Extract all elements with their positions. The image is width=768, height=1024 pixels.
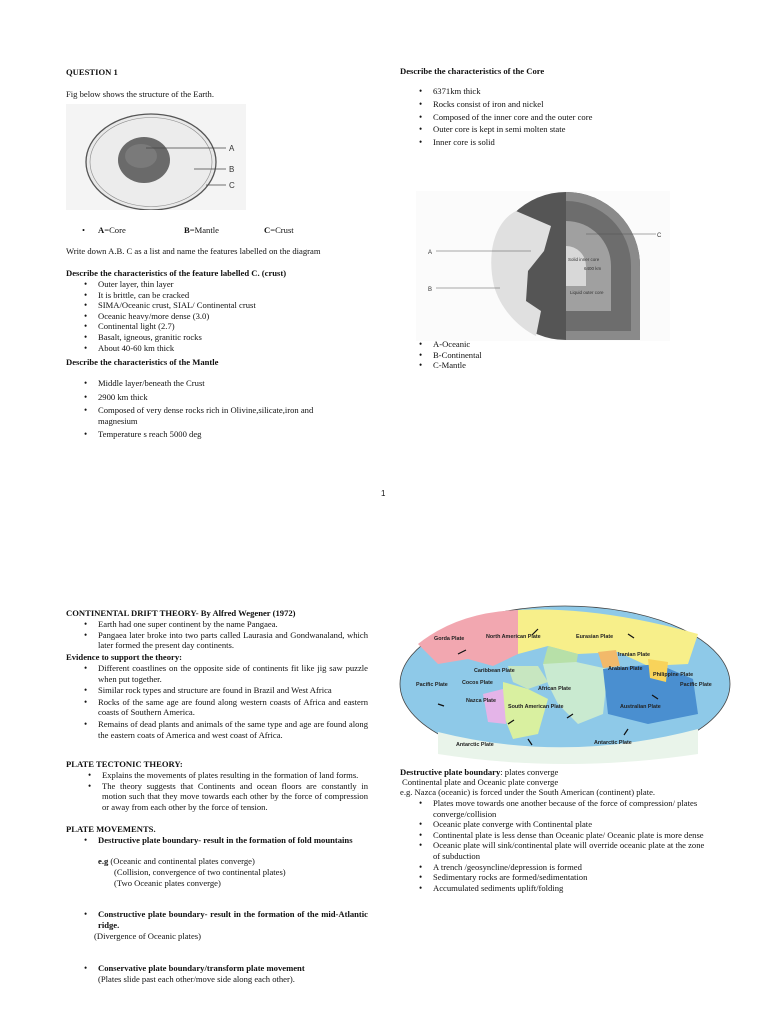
list-item: • Earth had one super continent by the name Pangaea. [82,619,368,630]
list-item: • Oceanic plate converge with Continental plate [417,819,709,830]
plate-tectonic-heading: PLATE TECTONIC THEORY: [66,759,183,769]
right-heading: Destructive plate boundary: plates converge [400,767,559,777]
map-label-antarctic-left: Antarctic Plate [456,742,494,748]
list-item: • Composed of the inner core and the outer core [417,112,677,123]
map-label-gorda: Gorda Plate [434,636,465,642]
globe-label-a: A [428,250,433,256]
list-item: • Pangaea later broke into two parts called Laurasia and Gondwanaland, which later formed the present day continents. [82,630,368,651]
core-list [417,86,677,148]
list-item: • SIMA/Oceanic crust, SIAL/ Continental crust [82,300,362,311]
outer-core-label: Liquid outer core [570,290,604,295]
destructive-label: Destructive plate boundary- result in the formation of fold mountains [98,835,353,845]
collision-line: (Collision, convergence of two continental plates) [114,867,286,877]
write-down-instruction: Write down A.B. C as a list and name the features labelled on the diagram [66,246,321,256]
list-item: • The theory suggests that Continents and ocean floors are constantly in motion such that they move towards each other by the force of compression or away from each other by the force of tension. [86,781,368,813]
list-item: • Inner core is solid [417,137,677,148]
crust-list [82,279,362,353]
plate-movements-heading: PLATE MOVEMENTS. [66,824,156,834]
map-label-north-american: North American Plate [486,634,541,640]
list-item: • Composed of very dense rocks rich in Olivine,silicate,iron and magnesium [82,405,342,426]
right-subheading-1: Continental plate and Oceanic plate converge [402,777,559,787]
page-number: 1 [381,489,386,498]
convergence-list [417,798,709,893]
list-item: • C-Mantle [417,360,617,371]
list-item: • Outer core is kept in semi molten state [417,124,677,135]
list-item: • A-Oceanic [417,339,617,350]
question-title: QUESTION 1 [66,67,118,77]
map-label-nazca: Nazca Plate [466,698,496,704]
drift-list [82,619,368,651]
map-label-arabian: Arabian Plate [608,666,643,672]
list-item: • B-Continental [417,350,617,361]
list-item: • Remains of dead plants and animals of the same type and age are found along the eastern coats of America and west coast of Africa. [82,719,368,740]
list-item: • 2900 km thick [82,392,342,403]
globe-list [417,339,617,371]
figure-caption: Fig below shows the structure of the Earth. [66,89,214,99]
earth-cutaway-globe [416,191,670,341]
map-label-caribbean: Caribbean Plate [474,668,515,674]
mantle-list [82,378,342,440]
constructive-label: Constructive plate boundary- result in the formation of the mid-Atlantic ridge. [98,909,368,930]
list-item: • Continental plate is less dense than Oceanic plate/ Oceanic plate is more dense [417,830,709,841]
destructive-item [82,835,368,846]
earth-structure-diagram [66,104,246,210]
list-item: • Oceanic plate will sink/continental plate will override oceanic plate at the zone of subduction [417,840,709,861]
list-item: • Oceanic heavy/more dense (3.0) [82,311,362,322]
divergence-line: (Divergence of Oceanic plates) [94,931,201,941]
inner-core-label: Solid inner core [568,257,600,262]
evidence-list [82,663,368,740]
two-oceanic-line: (Two Oceanic plates converge) [114,878,221,888]
list-item: • Explains the movements of plates resulting in the formation of land forms. [86,770,368,781]
right-subheading-2: e.g. Nazca (oceanic) is forced under the South American (continent) plate. [400,787,656,797]
evidence-heading: Evidence to support the theory: [66,652,183,662]
list-item: • Rocks of the same age are found along western coasts of Africa and eastern coasts of Southern America. [82,697,368,718]
mantle-heading: Describe the characteristics of the Mantle [66,357,219,367]
list-item: • Basalt, igneous, granitic rocks [82,332,362,343]
globe-label-c: C [657,233,662,239]
list-item: • Continental light (2.7) [82,321,362,332]
map-label-african: African Plate [538,686,571,692]
diagram-label-c: C [229,181,235,190]
core-heading: Describe the characteristics of the Core [400,66,545,76]
map-label-pacific-left: Pacific Plate [416,682,448,688]
map-label-eurasian: Eurasian Plate [576,634,614,640]
map-label-iranian: Iranian Plate [618,652,651,658]
list-item: • About 40-60 km thick [82,343,362,354]
map-label-philippine: Philippine Plate [653,672,694,678]
list-item: • Rocks consist of iron and nickel [417,99,677,110]
constructive-item [82,909,368,930]
depth-label: 6400 km [584,266,602,271]
list-item: • A trench /geosyncline/depression is formed [417,862,709,873]
list-item: • It is brittle, can be cracked [82,290,362,301]
drift-heading: CONTINENTAL DRIFT THEORY- By Alfred Wegener (1972) [66,608,296,618]
list-item: • Sedimentary rocks are formed/sedimentation [417,872,709,883]
list-item: • Accumulated sediments uplift/folding [417,883,709,894]
list-item: • 6371km thick [417,86,677,97]
conservative-label: Conservative plate boundary/transform plate movement [98,963,305,973]
conservative-desc: (Plates slide past each other/move side along each other). [98,974,295,984]
list-item: • Plates move towards one another because of the force of compression/ plates converge/collision [417,798,709,819]
map-label-south-american: South American Plate [508,704,564,710]
crust-heading: Describe the characteristics of the feature labelled C. (crust) [66,268,287,278]
list-item: • Middle layer/beneath the Crust [82,378,342,389]
list-item: • Similar rock types and structure are found in Brazil and West Africa [82,685,368,696]
list-item: • Different coastlines on the opposite side of continents fit like jig saw puzzle when put together. [82,663,368,684]
eg-line: e.g (Oceanic and continental plates converge) [98,856,255,866]
map-label-cocos: Cocos Plate [462,680,493,686]
list-item: • Temperature s reach 5000 deg [82,429,342,440]
diagram-label-b: B [229,165,235,174]
diagram-label-a: A [229,144,235,153]
map-label-antarctic-right: Antarctic Plate [594,740,632,746]
tectonic-plates-map [398,604,732,764]
conservative-item [82,963,368,974]
map-label-australian: Australian Plate [620,704,661,710]
list-item: • Outer layer, thin layer [82,279,362,290]
map-label-pacific-right: Pacific Plate [680,682,712,688]
globe-label-b: B [428,287,433,293]
plate-tectonic-list [86,770,368,812]
